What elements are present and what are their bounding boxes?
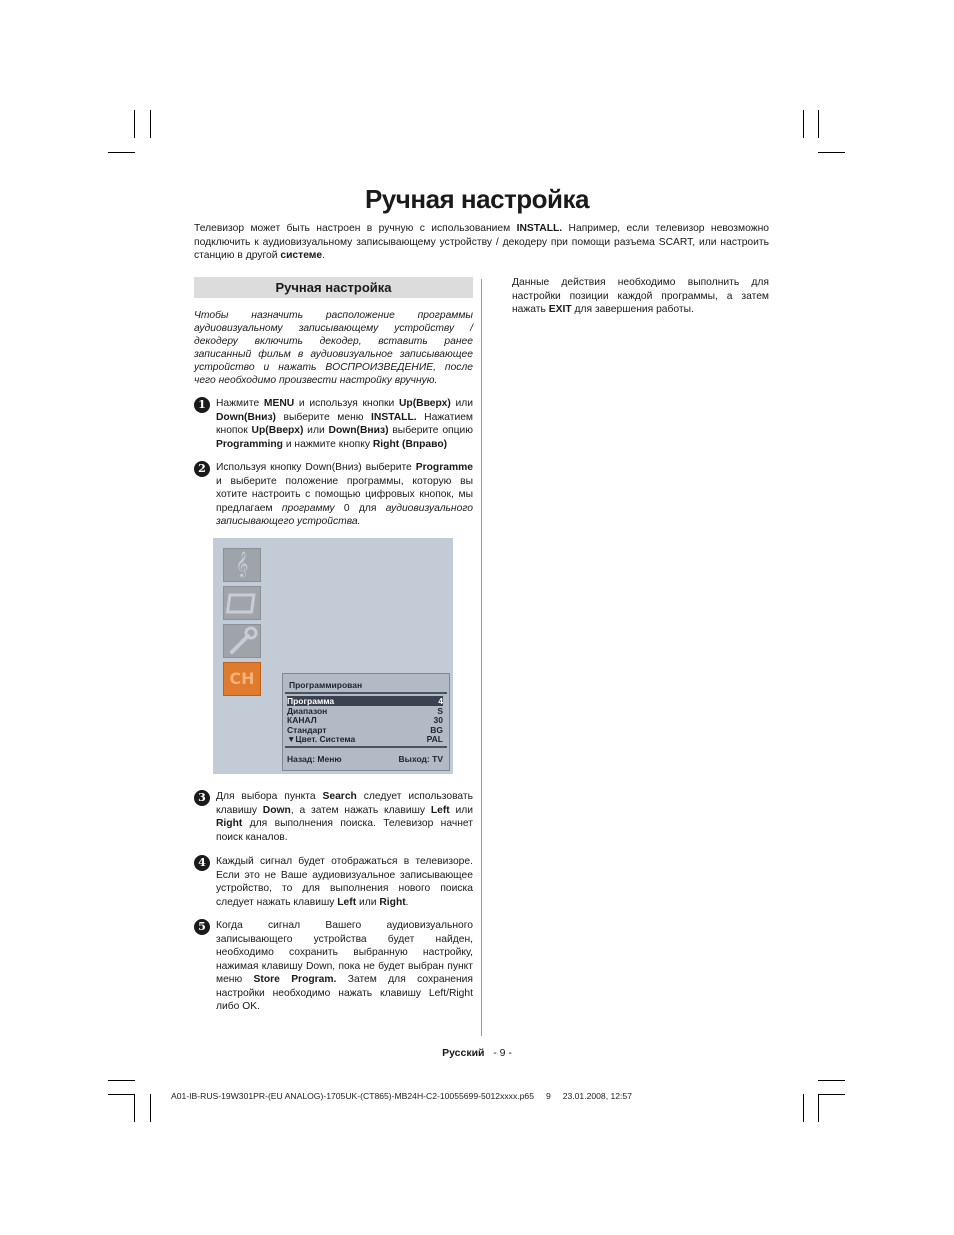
menu-row-standard[interactable]: Стандарт BG: [287, 725, 443, 735]
menu-row-color-system[interactable]: ▼Цвет. Система PAL: [287, 734, 443, 744]
step-number: 4: [194, 855, 210, 871]
page-number: - 9 -: [493, 1047, 512, 1059]
menu-row-channel[interactable]: КАНАЛ 30: [287, 715, 443, 725]
crop-mark: [818, 1080, 845, 1081]
step-text: Для выбора пункта Search следует использовать клавишу Down, а затем нажать клавишу Left или Right для выполнения поиска. Телевизор начнет поиск каналов.: [216, 791, 473, 843]
step-text: Нажмите MENU и используя кнопки Up(Вверх) или Down(Вниз) выберите меню INSTALL. Нажатием кнопок Up(Вверх) или Down(Вниз) выберите опцию Programming и нажмите кнопку Right (Вправо): [216, 398, 473, 450]
crop-mark: [818, 1094, 845, 1095]
crop-mark: [108, 152, 135, 153]
intro-text: .: [322, 250, 326, 261]
page-title: Ручная настройка: [364, 184, 590, 214]
step-number: 1: [194, 397, 210, 413]
popup-footer: Назад: Меню Выход: TV: [287, 754, 443, 764]
right-column-text: Данные действия необходимо выполнить для настройки позиции каждой программы, а затем нажать EXIT для завершения работы.: [512, 277, 769, 315]
crop-mark: [818, 1094, 819, 1122]
step-3: [194, 790, 473, 844]
step-number: 5: [194, 919, 210, 935]
channel-icon: CH: [223, 662, 261, 696]
crop-mark: [108, 1094, 135, 1095]
menu-row-band[interactable]: Диапазон S: [287, 706, 443, 716]
crop-mark: [150, 1094, 151, 1122]
crop-mark: [818, 152, 845, 153]
step-text: Используя кнопку Down(Вниз) выберите Programme и выберите положение программы, которую вы хотите настроить с помощью цифровых кнопок, мы предлагаем программу 0 для аудиовизуального записывающего устройства.: [216, 462, 474, 527]
programming-popup: [282, 673, 450, 771]
crop-mark: [803, 110, 804, 138]
intro-paragraph: [194, 222, 769, 263]
intro-system: системе: [280, 250, 323, 261]
step-text: Каждый сигнал будет отображаться в телевизоре. Если это не Ваше аудиовизуальное записывающее устройство, то для выполнения нового поиска следует нажать клавишу Left или Right.: [216, 856, 473, 908]
file-info: A01-IB-RUS-19W301PR-(EU ANALOG)-1705UK-(CT865)-MB24H-C2-10055699-5012xxxx.p65 9 23.01.2008, 12:57: [171, 1091, 632, 1101]
crop-mark: [803, 1094, 804, 1122]
step-number: 2: [194, 461, 210, 477]
music-note-icon: 𝄞: [223, 548, 261, 582]
column-divider: [481, 279, 482, 1036]
intro-text: Телевизор может быть настроен в ручную с использованием: [194, 223, 517, 234]
step-2: [194, 461, 473, 529]
crop-mark: [150, 110, 151, 138]
popup-title: Программирован: [289, 680, 363, 690]
intro-text: Например, если телевизор невозможно подключить к аудиовизуальному записывающему устройству / декодеру при помощи разъема SCART, или настроить станцию в другой: [194, 223, 769, 261]
step-5: [194, 919, 473, 1014]
intro-install: INSTALL.: [516, 223, 563, 234]
step-number: 3: [194, 790, 210, 806]
step-4: [194, 855, 473, 909]
tv-menu-screenshot: [213, 538, 453, 774]
page-footer: [0, 1047, 954, 1059]
crop-mark: [108, 1080, 135, 1081]
footer-language: Русский: [442, 1047, 485, 1059]
step-text: Когда сигнал Вашего аудиовизуального записывающего устройства будет найден, необходимо сохранить выбранную настройку, нажимая клавишу Down, пока не будет выбран пункт меню Store Program. Затем для сохранения настройки необходимо нажать клавишу Left/Right либо OK.: [216, 920, 473, 1012]
italic-intro: Чтобы назначить расположение программы аудиовизуальному записывающему устройству / декодеру включить декодер, вставить ранее записанный фильм в аудиовизуальное записывающее устройство и нажать ВОСПРОИЗВЕДЕНИЕ, после чего необходимо произвести настройку вручную.: [194, 310, 473, 386]
step-1: [194, 397, 473, 451]
crop-mark: [818, 110, 819, 138]
crop-mark: [134, 1094, 135, 1122]
wrench-icon: [223, 624, 261, 658]
picture-icon: [223, 586, 261, 620]
section-heading: Ручная настройка: [194, 277, 473, 298]
menu-row-programme[interactable]: Программа 4: [287, 696, 443, 706]
crop-mark: [134, 110, 135, 138]
